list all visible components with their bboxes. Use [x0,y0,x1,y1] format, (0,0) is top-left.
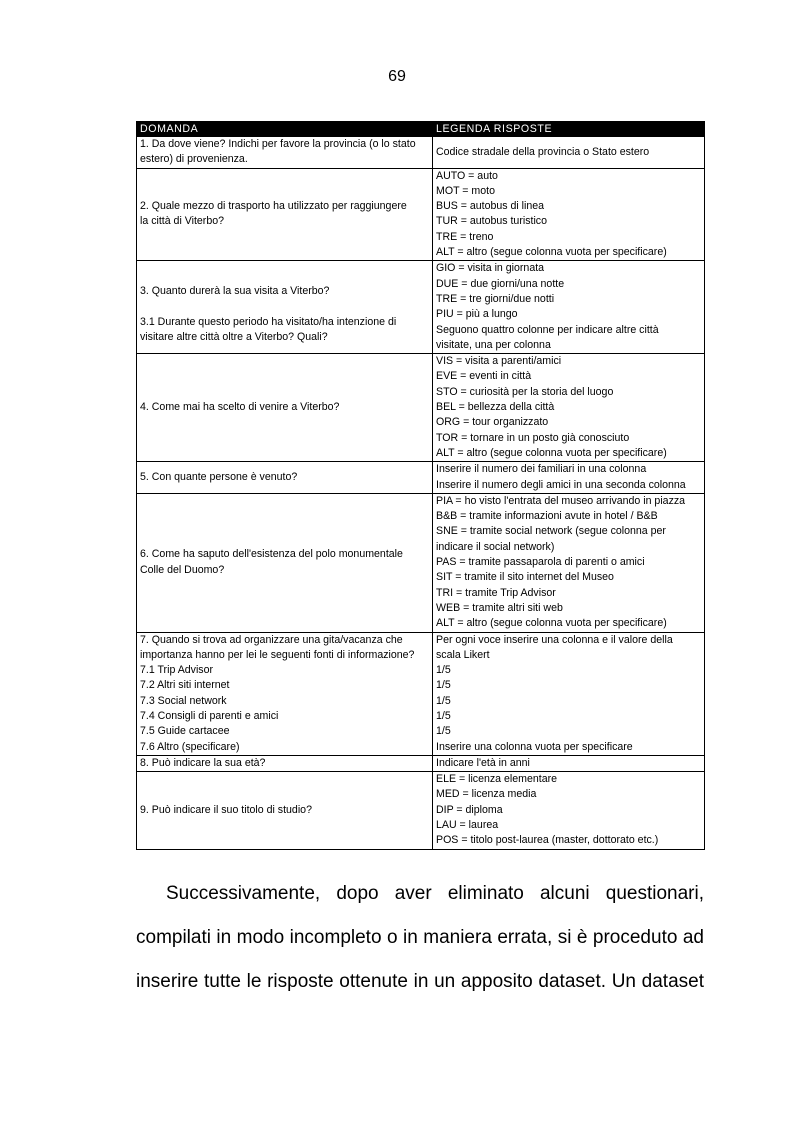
legend-cell [433,772,705,849]
legend-line: SNE = tramite social network (segue colonna per [436,525,666,538]
legend-line: TRE = tre giorni/due notti [436,292,555,305]
legend-cell [433,462,705,494]
legend-line: ALT = altro (segue colonna vuota per specificare) [436,246,667,259]
question-cell [137,755,433,771]
legend-line: 1/5 [436,725,451,738]
legend-cell [433,261,705,354]
survey-legend-table [136,121,705,850]
legend-line: SIT = tramite il sito internet del Museo [436,571,614,584]
legend-line: Inserire una colonna vuota per specificare [436,740,633,753]
table-row [137,772,705,849]
body-line: inserire tutte le risposte ottenute in un apposito dataset. Un dataset [136,971,704,992]
question-cell [137,493,433,632]
header-legend: LEGENDA RISPOSTE [433,122,705,137]
legend-line: PIA = ho visto l'entrata del museo arrivando in piazza [436,494,686,507]
question-line: 7. Quando si trova ad organizzare una gita/vacanza che [140,633,403,646]
legend-line: PAS = tramite passaparola di parenti o amici [436,556,645,569]
table-row [137,462,705,494]
question-line: 3.1 Durante questo periodo ha visitato/ha intenzione di [140,315,397,328]
legend-line: TRI = tramite Trip Advisor [436,586,556,599]
page-number: 69 [388,68,406,85]
legend-line: Inserire il numero degli amici in una seconda colonna [436,478,686,491]
legend-line: Per ogni voce inserire una colonna e il valore della [436,633,673,646]
legend-line: Seguono quattro colonne per indicare altre città [436,323,659,336]
table-row [137,354,705,462]
question-line: 7.5 Guide cartacee [140,725,230,738]
question-line: 7.1 Trip Advisor [140,664,214,677]
legend-line: ELE = licenza elementare [436,773,558,786]
legend-line: Indicare l'età in anni [436,756,530,769]
legend-line: WEB = tramite altri siti web [436,601,563,614]
question-line: 6. Come ha saputo dell'esistenza del polo monumentale [140,548,403,561]
question-cell [137,462,433,494]
body-paragraph [136,872,704,1004]
legend-line: B&B = tramite informazioni avute in hotel / B&B [436,510,658,523]
header-question: DOMANDA [137,122,433,137]
legend-line: POS = titolo post-laurea (master, dottorato etc.) [436,834,659,847]
legend-line: PIU = più a lungo [436,308,518,321]
legend-line: 1/5 [436,664,451,677]
question-line: 7.2 Altri siti internet [140,679,230,692]
legend-cell [433,354,705,462]
body-line: compilati in modo incompleto o in maniera errata, si è proceduto ad [136,927,704,948]
question-cell [137,168,433,261]
legend-line: Codice stradale della provincia o Stato estero [436,145,650,158]
legend-line: 1/5 [436,679,451,692]
legend-line: TOR = tornare in un posto già conosciuto [436,431,630,444]
body-line: Successivamente, dopo aver eliminato alcuni questionari, [166,883,704,904]
question-line: 3. Quanto durerà la sua visita a Viterbo? [140,285,330,298]
legend-line: indicare il social network) [436,540,555,553]
table-row [137,493,705,632]
legend-cell [433,137,705,169]
table-row [137,261,705,354]
question-line: importanza hanno per lei le seguenti fonti di informazione? [140,648,415,661]
legend-line: GIO = visita in giornata [436,262,545,275]
question-cell [137,772,433,849]
legend-cell [433,168,705,261]
legend-line: ALT = altro (segue colonna vuota per specificare) [436,446,667,459]
question-cell [137,137,433,169]
question-line: 7.6 Altro (specificare) [140,740,240,753]
legend-line: VIS = visita a parenti/amici [436,355,562,368]
question-line: 9. Può indicare il suo titolo di studio? [140,803,312,816]
question-line: 7.3 Social network [140,694,227,707]
question-line: 8. Può indicare la sua età? [140,756,266,769]
question-line: 1. Da dove viene? Indichi per favore la provincia (o lo stato [140,138,416,150]
legend-line: DUE = due giorni/una notte [436,277,565,290]
table-row [137,755,705,771]
legend-line: 1/5 [436,709,451,722]
legend-line: BEL = bellezza della città [436,401,555,414]
legend-line: ORG = tour organizzato [436,416,549,429]
question-cell [137,632,433,755]
legend-line: TRE = treno [436,230,494,243]
question-line: estero) di provenienza. [140,153,248,166]
legend-line: Inserire il numero dei familiari in una colonna [436,463,647,476]
legend-line: AUTO = auto [436,169,498,182]
question-line: visitare altre città oltre a Viterbo? Quali? [140,331,328,344]
legend-line: 1/5 [436,694,451,707]
question-cell [137,354,433,462]
question-line: 4. Come mai ha scelto di venire a Viterbo? [140,401,340,414]
legend-line: LAU = laurea [436,819,499,832]
legend-cell [433,493,705,632]
question-cell [137,261,433,354]
legend-line: TUR = autobus turistico [436,215,547,228]
legend-cell [433,632,705,755]
question-line: 5. Con quante persone è venuto? [140,470,298,483]
table-row [137,137,705,169]
legend-line: ALT = altro (segue colonna vuota per specificare) [436,617,667,630]
question-line: 7.4 Consigli di parenti e amici [140,709,279,722]
table-row [137,632,705,755]
legend-line: visitate, una per colonna [436,338,551,351]
legend-line: EVE = eventi in città [436,370,532,383]
legend-cell [433,755,705,771]
table-row [137,168,705,261]
question-line: 2. Quale mezzo di trasporto ha utilizzato per raggiungere [140,200,407,213]
legend-line: DIP = diploma [436,803,503,816]
legend-line: MOT = moto [436,184,495,197]
legend-line: MED = licenza media [436,788,537,801]
legend-line: BUS = autobus di linea [436,200,545,213]
legend-line: scala Likert [436,648,490,661]
table-header-row [137,122,705,137]
question-line: Colle del Duomo? [140,563,225,576]
question-line: la città di Viterbo? [140,215,225,228]
legend-line: STO = curiosità per la storia del luogo [436,385,614,398]
